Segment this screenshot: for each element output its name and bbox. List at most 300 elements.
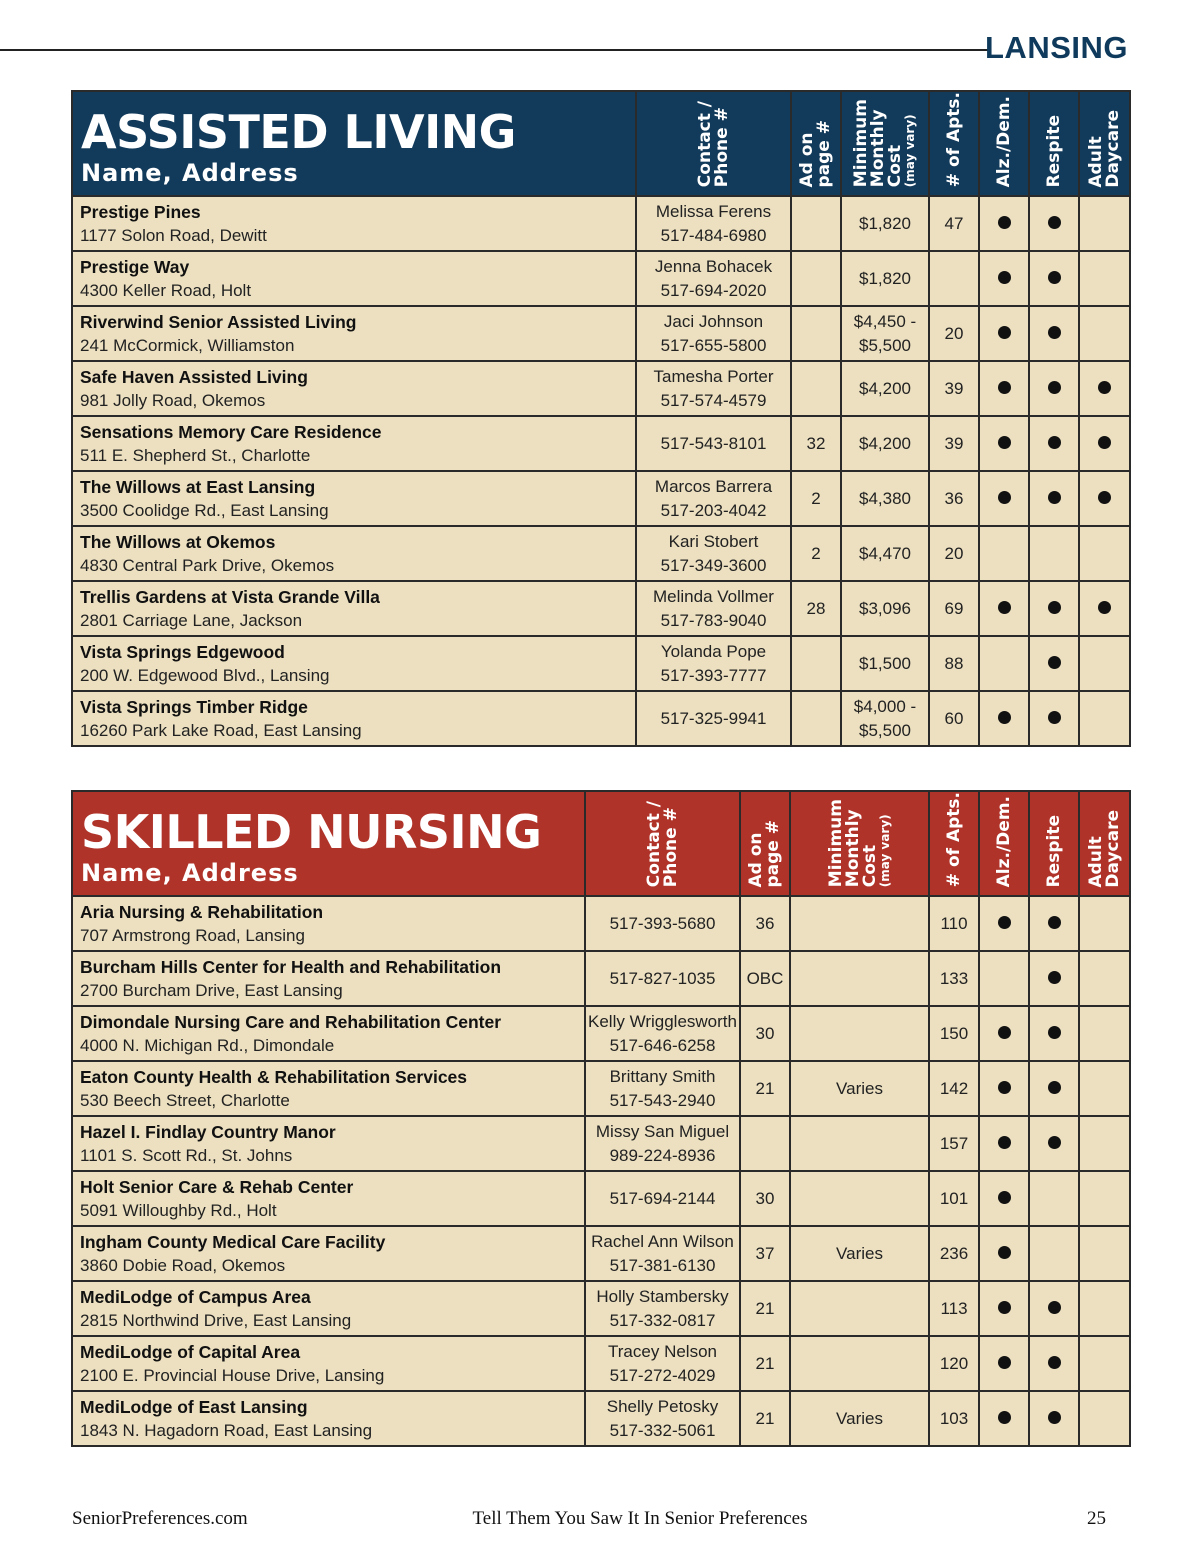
table-row — [72, 471, 1130, 526]
alz-cell — [979, 1336, 1029, 1391]
contact-cell — [585, 1226, 740, 1281]
apts-cell: 157 — [929, 1116, 979, 1171]
facility-address: 3860 Dobie Road, Okemos — [80, 1255, 286, 1275]
bullet-icon — [1048, 216, 1061, 229]
col-contact: Contact / Phone # — [585, 791, 740, 896]
cost-line: $5,500 — [859, 720, 911, 740]
respite-cell — [1029, 251, 1079, 306]
facility-address: 4830 Central Park Drive, Okemos — [80, 555, 335, 575]
contact-line: Jaci Johnson — [663, 311, 764, 331]
respite-cell — [1029, 1226, 1079, 1281]
daycare-cell — [1079, 526, 1130, 581]
ad-page-cell: 37 — [740, 1226, 790, 1281]
facility-address: 511 E. Shepherd St., Charlotte — [80, 445, 311, 465]
bullet-icon — [998, 216, 1011, 229]
contact-line: Missy San Miguel — [595, 1121, 730, 1141]
col-min-cost: Minimum Monthly Cost (may vary) — [790, 791, 929, 896]
daycare-cell — [1079, 951, 1130, 1006]
facility-name: Dimondale Nursing Care and Rehabilitation Center — [80, 1011, 502, 1032]
col-ad-page: Ad on page # — [791, 91, 841, 196]
contact-cell — [636, 251, 791, 306]
table-row — [72, 361, 1130, 416]
daycare-cell — [1079, 196, 1130, 251]
daycare-cell — [1079, 416, 1130, 471]
alz-cell — [979, 1171, 1029, 1226]
table-row — [72, 581, 1130, 636]
cost-line: $4,200 — [859, 378, 911, 398]
contact-line: 517-349-3600 — [660, 555, 767, 575]
cost-cell — [841, 526, 929, 581]
bullet-icon — [1048, 711, 1061, 724]
bullet-icon — [1048, 601, 1061, 614]
col-daycare: Adult Daycare — [1079, 91, 1130, 196]
daycare-cell — [1079, 636, 1130, 691]
respite-cell — [1029, 471, 1079, 526]
footer-tagline: Tell Them You Saw It In Senior Preferences — [472, 1508, 808, 1529]
table-row — [72, 416, 1130, 471]
bullet-icon — [998, 381, 1011, 394]
apts-cell: 101 — [929, 1171, 979, 1226]
table-row — [72, 896, 1130, 951]
contact-line: Yolanda Pope — [660, 641, 767, 661]
table-row — [72, 951, 1130, 1006]
facility-address: 1843 N. Hagadorn Road, East Lansing — [80, 1420, 373, 1440]
cost-cell — [790, 1006, 929, 1061]
facility-name: MediLodge of Capital Area — [80, 1341, 301, 1362]
contact-line: Holly Stambersky — [596, 1286, 729, 1306]
section-subtitle: Name, Address — [81, 159, 299, 188]
section-heading — [72, 791, 585, 896]
cost-cell — [841, 691, 929, 746]
assisted-living-table — [71, 90, 1131, 747]
bullet-icon — [998, 1191, 1011, 1204]
respite-cell — [1029, 1061, 1079, 1116]
contact-cell — [585, 1281, 740, 1336]
facility-name: Riverwind Senior Assisted Living — [80, 311, 357, 332]
facility-name: MediLodge of Campus Area — [80, 1286, 311, 1307]
bullet-icon — [1048, 1026, 1061, 1039]
alz-cell — [979, 1006, 1029, 1061]
facility-name: Eaton County Health & Rehabilitation Services — [80, 1066, 468, 1087]
col-alz: Alz./Dem. — [979, 91, 1029, 196]
bullet-icon — [998, 1246, 1011, 1259]
ad-page-cell — [791, 636, 841, 691]
ad-page-cell: 32 — [791, 416, 841, 471]
facility-cell — [72, 1226, 585, 1281]
respite-cell — [1029, 896, 1079, 951]
bullet-icon — [998, 436, 1011, 449]
alz-cell — [979, 471, 1029, 526]
ad-page-cell: 21 — [740, 1061, 790, 1116]
bullet-icon — [1098, 436, 1111, 449]
facility-address: 1177 Solon Road, Dewitt — [80, 225, 267, 245]
header-rule — [0, 49, 988, 51]
facility-cell — [72, 416, 636, 471]
respite-cell — [1029, 1006, 1079, 1061]
bullet-icon — [1098, 491, 1111, 504]
contact-cell — [585, 1336, 740, 1391]
ad-page-cell — [791, 196, 841, 251]
bullet-icon — [998, 1301, 1011, 1314]
alz-cell — [979, 636, 1029, 691]
facility-cell — [72, 951, 585, 1006]
ad-page-cell — [791, 691, 841, 746]
table-row — [72, 1061, 1130, 1116]
contact-line: 517-694-2020 — [660, 280, 767, 300]
bullet-icon — [1098, 601, 1111, 614]
page-number: 25 — [1087, 1508, 1106, 1529]
apts-cell — [929, 251, 979, 306]
alz-cell — [979, 1061, 1029, 1116]
facility-cell — [72, 636, 636, 691]
daycare-cell — [1079, 1171, 1130, 1226]
bullet-icon — [1048, 381, 1061, 394]
bullet-icon — [998, 1081, 1011, 1094]
section-subtitle: Name, Address — [81, 859, 299, 888]
cost-line: $4,380 — [859, 488, 911, 508]
cost-line: $4,470 — [859, 543, 911, 563]
ad-page-cell — [740, 1116, 790, 1171]
respite-cell — [1029, 1281, 1079, 1336]
facility-address: 5091 Willoughby Rd., Holt — [80, 1200, 277, 1220]
alz-cell — [979, 196, 1029, 251]
contact-line: 517-655-5800 — [660, 335, 767, 355]
bullet-icon — [998, 711, 1011, 724]
facility-cell — [72, 896, 585, 951]
bullet-icon — [1048, 271, 1061, 284]
alz-cell — [979, 251, 1029, 306]
cost-cell — [790, 951, 929, 1006]
apts-cell: 47 — [929, 196, 979, 251]
table-row — [72, 691, 1130, 746]
apts-cell: 150 — [929, 1006, 979, 1061]
contact-line: Brittany Smith — [609, 1066, 716, 1086]
cost-cell — [841, 251, 929, 306]
cost-cell — [790, 1171, 929, 1226]
contact-line: Shelly Petosky — [606, 1396, 719, 1416]
cost-cell — [841, 361, 929, 416]
daycare-cell — [1079, 1226, 1130, 1281]
facility-address: 4300 Keller Road, Holt — [80, 280, 252, 300]
contact-cell — [636, 526, 791, 581]
contact-line: 517-783-9040 — [660, 610, 767, 630]
bullet-icon — [1098, 381, 1111, 394]
bullet-icon — [1048, 1081, 1061, 1094]
contact-cell — [585, 1061, 740, 1116]
facility-address: 530 Beech Street, Charlotte — [80, 1090, 290, 1110]
contact-line: 517-381-6130 — [609, 1255, 716, 1275]
bullet-icon — [998, 1026, 1011, 1039]
alz-cell — [979, 306, 1029, 361]
facility-cell — [72, 1391, 585, 1446]
ad-page-cell: 21 — [740, 1336, 790, 1391]
contact-cell — [585, 896, 740, 951]
respite-cell — [1029, 526, 1079, 581]
cost-line: Varies — [836, 1408, 883, 1428]
facility-cell — [72, 1171, 585, 1226]
daycare-cell — [1079, 1061, 1130, 1116]
facility-cell — [72, 691, 636, 746]
bullet-icon — [998, 601, 1011, 614]
cost-cell — [790, 1226, 929, 1281]
bullet-icon — [1048, 1136, 1061, 1149]
table-row — [72, 306, 1130, 361]
alz-cell — [979, 1226, 1029, 1281]
ad-page-cell: 2 — [791, 526, 841, 581]
col-apts: # of Apts. — [929, 91, 979, 196]
facility-name: MediLodge of East Lansing — [80, 1396, 308, 1417]
ad-page-cell: 30 — [740, 1006, 790, 1061]
apts-cell: 103 — [929, 1391, 979, 1446]
facility-cell — [72, 1061, 585, 1116]
ad-page-cell: 28 — [791, 581, 841, 636]
cost-cell — [841, 416, 929, 471]
respite-cell — [1029, 636, 1079, 691]
ad-page-cell: 30 — [740, 1171, 790, 1226]
cost-line: $1,820 — [859, 213, 911, 233]
contact-cell — [585, 1391, 740, 1446]
contact-cell — [636, 471, 791, 526]
bullet-icon — [998, 271, 1011, 284]
cost-line: $4,450 - — [853, 311, 917, 331]
contact-cell — [636, 636, 791, 691]
skilled-nursing-table — [71, 790, 1131, 1447]
contact-line: 517-827-1035 — [609, 968, 716, 988]
facility-name: Safe Haven Assisted Living — [80, 366, 308, 387]
col-min-cost: Minimum Monthly Cost (may vary) — [841, 91, 929, 196]
apts-cell: 39 — [929, 416, 979, 471]
contact-line: 517-484-6980 — [660, 225, 767, 245]
table-row — [72, 636, 1130, 691]
col-apts: # of Apts. — [929, 791, 979, 896]
col-ad-page: Ad on page # — [740, 791, 790, 896]
bullet-icon — [998, 1356, 1011, 1369]
bullet-icon — [1048, 1411, 1061, 1424]
facility-address: 981 Jolly Road, Okemos — [80, 390, 266, 410]
respite-cell — [1029, 691, 1079, 746]
respite-cell — [1029, 951, 1079, 1006]
cost-line: $3,096 — [859, 598, 911, 618]
facility-name: Holt Senior Care & Rehab Center — [80, 1176, 354, 1197]
respite-cell — [1029, 416, 1079, 471]
apts-cell: 69 — [929, 581, 979, 636]
table-row — [72, 196, 1130, 251]
contact-cell — [636, 691, 791, 746]
contact-line: Melissa Ferens — [655, 201, 772, 221]
col-respite: Respite — [1029, 791, 1079, 896]
facility-address: 1101 S. Scott Rd., St. Johns — [80, 1145, 293, 1165]
facility-address: 2815 Northwind Drive, East Lansing — [80, 1310, 352, 1330]
table-row — [72, 1226, 1130, 1281]
facility-address: 2100 E. Provincial House Drive, Lansing — [80, 1365, 385, 1385]
apts-cell: 113 — [929, 1281, 979, 1336]
respite-cell — [1029, 1336, 1079, 1391]
daycare-cell — [1079, 1336, 1130, 1391]
facility-address: 707 Armstrong Road, Lansing — [80, 925, 305, 945]
cost-line: $4,000 - — [853, 696, 917, 716]
ad-page-cell — [791, 361, 841, 416]
contact-line: 517-694-2144 — [609, 1188, 716, 1208]
facility-address: 2700 Burcham Drive, East Lansing — [80, 980, 343, 1000]
alz-cell — [979, 951, 1029, 1006]
alz-cell — [979, 361, 1029, 416]
table-row — [72, 1006, 1130, 1061]
daycare-cell — [1079, 1006, 1130, 1061]
facility-name: Trellis Gardens at Vista Grande Villa — [80, 586, 380, 607]
contact-cell — [636, 196, 791, 251]
facility-name: Vista Springs Edgewood — [80, 641, 285, 662]
facility-address: 2801 Carriage Lane, Jackson — [80, 610, 303, 630]
bullet-icon — [1048, 1301, 1061, 1314]
facility-name: The Willows at East Lansing — [80, 476, 316, 497]
table-row — [72, 1171, 1130, 1226]
facility-address: 241 McCormick, Williamston — [80, 335, 295, 355]
facility-cell — [72, 251, 636, 306]
contact-cell — [585, 1006, 740, 1061]
cost-cell — [841, 581, 929, 636]
alz-cell — [979, 581, 1029, 636]
contact-line: 517-543-8101 — [660, 433, 767, 453]
table-row — [72, 526, 1130, 581]
cost-cell — [790, 1391, 929, 1446]
apts-cell: 60 — [929, 691, 979, 746]
apts-cell: 39 — [929, 361, 979, 416]
contact-line: Kari Stobert — [668, 531, 759, 551]
contact-line: 517-393-7777 — [660, 665, 767, 685]
bullet-icon — [1048, 326, 1061, 339]
apts-cell: 110 — [929, 896, 979, 951]
contact-line: Jenna Bohacek — [654, 256, 773, 276]
facility-cell — [72, 361, 636, 416]
bullet-icon — [1048, 491, 1061, 504]
cost-cell — [841, 471, 929, 526]
facility-name: Aria Nursing & Rehabilitation — [80, 901, 324, 922]
facility-address: 4000 N. Michigan Rd., Dimondale — [80, 1035, 335, 1055]
facility-name: Ingham County Medical Care Facility — [80, 1231, 386, 1252]
alz-cell — [979, 896, 1029, 951]
facility-cell — [72, 196, 636, 251]
contact-line: 517-272-4029 — [609, 1365, 716, 1385]
apts-cell: 236 — [929, 1226, 979, 1281]
apts-cell: 88 — [929, 636, 979, 691]
respite-cell — [1029, 196, 1079, 251]
contact-line: 517-543-2940 — [609, 1090, 716, 1110]
cost-cell — [841, 196, 929, 251]
contact-line: Melinda Vollmer — [653, 586, 774, 606]
contact-cell — [636, 306, 791, 361]
facility-cell — [72, 471, 636, 526]
contact-line: 517-332-0817 — [609, 1310, 716, 1330]
bullet-icon — [1048, 1356, 1061, 1369]
contact-line: 517-325-9941 — [660, 708, 767, 728]
col-daycare: Adult Daycare — [1079, 791, 1130, 896]
cost-line: $1,820 — [859, 268, 911, 288]
cost-cell — [790, 1281, 929, 1336]
alz-cell — [979, 526, 1029, 581]
bullet-icon — [998, 1136, 1011, 1149]
contact-line: 517-203-4042 — [660, 500, 767, 520]
daycare-cell — [1079, 896, 1130, 951]
daycare-cell — [1079, 361, 1130, 416]
respite-cell — [1029, 1116, 1079, 1171]
daycare-cell — [1079, 581, 1130, 636]
col-alz: Alz./Dem. — [979, 791, 1029, 896]
contact-line: 517-646-6258 — [609, 1035, 716, 1055]
apts-cell: 133 — [929, 951, 979, 1006]
table-row — [72, 1116, 1130, 1171]
cost-cell — [841, 306, 929, 361]
contact-cell — [585, 1171, 740, 1226]
contact-line: 517-393-5680 — [609, 913, 716, 933]
cost-line: $4,200 — [859, 433, 911, 453]
section-title: ASSISTED LIVING — [81, 105, 516, 160]
ad-page-cell — [791, 306, 841, 361]
cost-line: $1,500 — [859, 653, 911, 673]
facility-name: The Willows at Okemos — [80, 531, 276, 552]
contact-line: 989-224-8936 — [609, 1145, 716, 1165]
table-row — [72, 1336, 1130, 1391]
section-heading — [72, 91, 636, 196]
contact-line: Tamesha Porter — [653, 366, 774, 386]
ad-page-cell: 36 — [740, 896, 790, 951]
facility-name: Prestige Way — [80, 256, 190, 277]
facility-name: Hazel I. Findlay Country Manor — [80, 1121, 336, 1142]
daycare-cell — [1079, 1281, 1130, 1336]
contact-line: Marcos Barrera — [654, 476, 773, 496]
bullet-icon — [1048, 971, 1061, 984]
ad-page-cell: OBC — [740, 951, 790, 1006]
apts-cell: 20 — [929, 306, 979, 361]
cost-cell — [790, 1116, 929, 1171]
cost-cell — [790, 1061, 929, 1116]
facility-address: 16260 Park Lake Road, East Lansing — [80, 720, 362, 740]
daycare-cell — [1079, 471, 1130, 526]
cost-cell — [790, 1336, 929, 1391]
cost-line: Varies — [836, 1078, 883, 1098]
facility-cell — [72, 526, 636, 581]
contact-line: Tracey Nelson — [608, 1341, 717, 1361]
bullet-icon — [1048, 436, 1061, 449]
contact-line: Kelly Wrigglesworth — [588, 1011, 737, 1031]
facility-name: Burcham Hills Center for Health and Rehabilitation — [80, 956, 502, 977]
facility-cell — [72, 1006, 585, 1061]
contact-cell — [585, 1116, 740, 1171]
contact-line: Rachel Ann Wilson — [591, 1231, 734, 1251]
facility-name: Prestige Pines — [80, 201, 201, 222]
ad-page-cell: 21 — [740, 1281, 790, 1336]
apts-cell: 36 — [929, 471, 979, 526]
alz-cell — [979, 1391, 1029, 1446]
daycare-cell — [1079, 1391, 1130, 1446]
table-row — [72, 1391, 1130, 1446]
cost-line: $5,500 — [859, 335, 911, 355]
bullet-icon — [1048, 656, 1061, 669]
bullet-icon — [998, 326, 1011, 339]
facility-cell — [72, 1281, 585, 1336]
contact-cell — [636, 361, 791, 416]
facility-cell — [72, 1336, 585, 1391]
bullet-icon — [998, 491, 1011, 504]
ad-page-cell — [791, 251, 841, 306]
daycare-cell — [1079, 306, 1130, 361]
alz-cell — [979, 1116, 1029, 1171]
facility-cell — [72, 1116, 585, 1171]
section-title: SKILLED NURSING — [81, 805, 542, 860]
col-contact: Contact / Phone # — [636, 91, 791, 196]
apts-cell: 142 — [929, 1061, 979, 1116]
contact-line: 517-332-5061 — [609, 1420, 716, 1440]
bullet-icon — [1048, 916, 1061, 929]
